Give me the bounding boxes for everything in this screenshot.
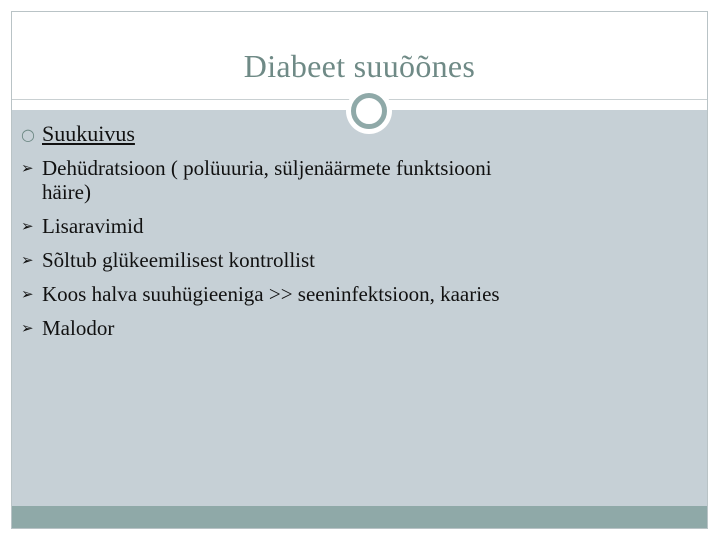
list-item-text: Dehüdratsioon ( polüuuria, süljenäärmete funktsiooni (42, 156, 492, 180)
list-item-text: Sõltub glükeemilisest kontrollist (42, 248, 315, 272)
list-item-text: Koos halva suuhügieeniga >> seeninfektsioon, kaaries (42, 282, 500, 306)
arrow-bullet-icon: ➢ (21, 251, 34, 269)
arrow-bullet-icon: ➢ (21, 159, 34, 177)
list-item (0, 214, 720, 238)
arrow-bullet-icon: ➢ (21, 285, 34, 303)
footer-bar (12, 506, 707, 528)
slide-title: Diabeet suuõõnes (243, 48, 476, 84)
arrow-bullet-icon: ➢ (21, 217, 34, 235)
bullet-list (0, 122, 720, 350)
list-item-text: Malodor (42, 316, 115, 340)
list-item (0, 248, 720, 272)
arrow-bullet-icon: ➢ (21, 319, 34, 337)
heading-bullet (0, 122, 720, 146)
circle-bullet-icon: ○ (21, 125, 35, 144)
list-item (0, 316, 720, 340)
title-area (12, 12, 707, 99)
list-item-text: Lisaravimid (42, 214, 144, 238)
heading-text: Suukuivus (42, 121, 135, 146)
list-item (0, 156, 720, 204)
list-item (0, 282, 720, 306)
list-item-continuation: häire) (42, 180, 91, 204)
